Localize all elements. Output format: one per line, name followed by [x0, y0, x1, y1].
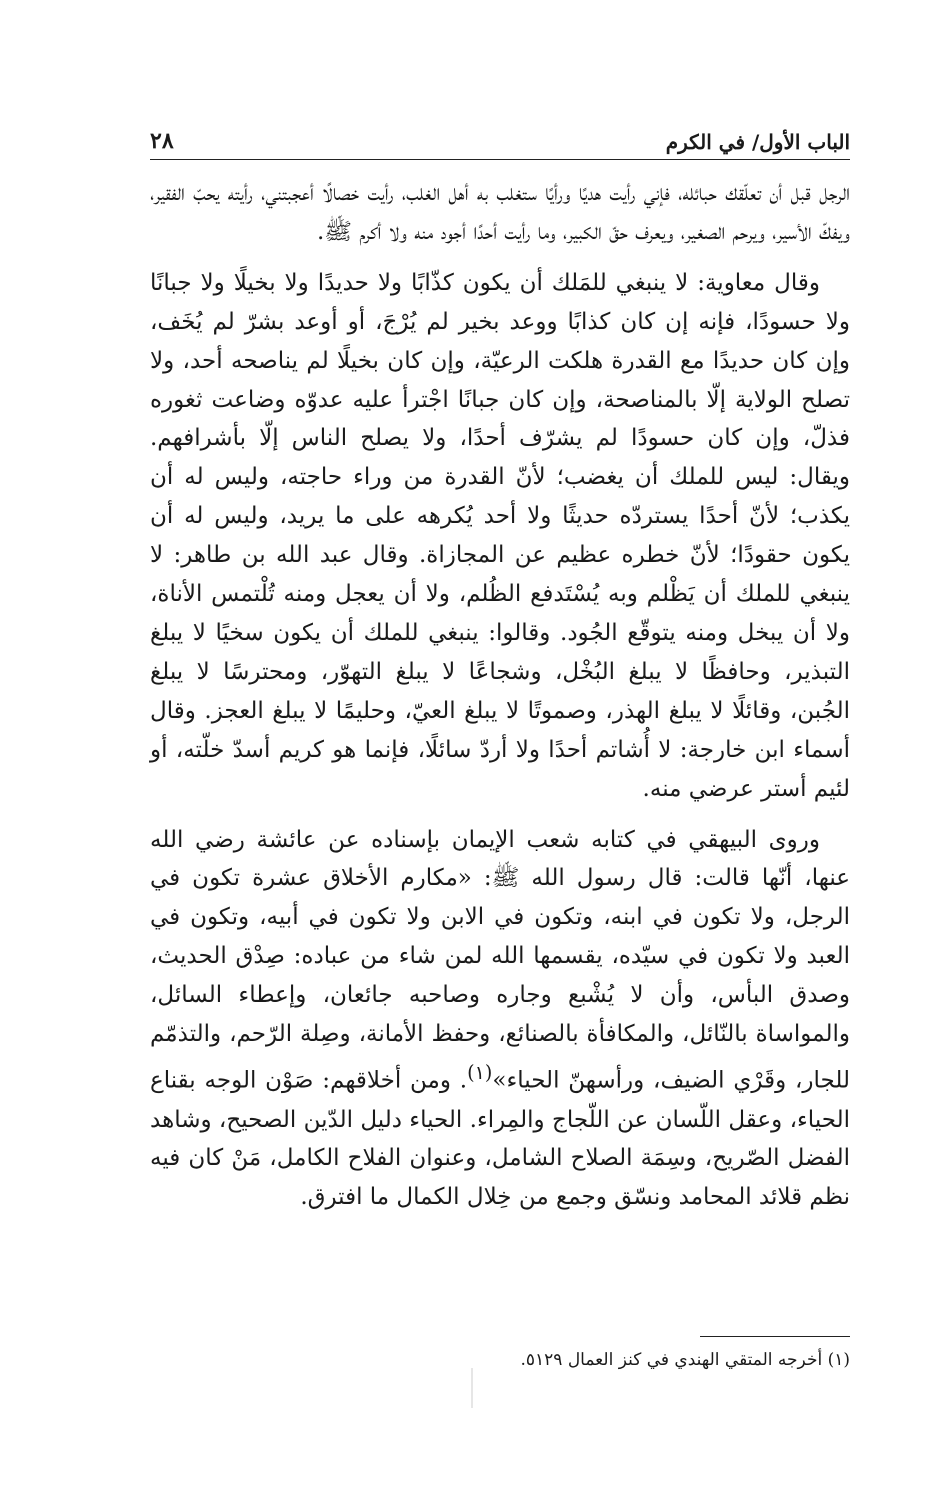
- paragraph: وقال معاوية: لا ينبغي للمَلك أن يكون كذّابًا ولا حديدًا ولا بخيلًا ولا جبانًا ولا حسودًا، فإنه إن كان كذابًا ووعد بخير لم يُرْجَ، أو أوعد بشرّ لم يُخَف، وإن كان حديدًا مع القدرة هلكت الرعيّة، وإن كان بخيلًا لم يناصحه أحد، ولا تصلح الولاية إلّا بالمناصحة، وإن كان جبانًا اجْترأ عليه عدوّه وضاعت ثغوره فذلّ، وإن كان حسودًا لم يشرّف أحدًا، ولا يصلح الناس إلّا بأشرافهم. ويقال: ليس للملك أن يغضب؛ لأنّ القدرة من وراء حاجته، وليس له أن يكذب؛ لأنّ أحدًا يستردّه حديثًا ولا أحد يُكرهه على ما يريد، وليس له أن يكون حقودًا؛ لأنّ خطره عظيم عن المجازاة. وقال عبد الله بن طاهر: لا ينبغي للملك أن يَظْلم وبه يُسْتَدفع الظُلم، ولا أن يعجل ومنه تُلْتمس الأناة، ولا أن يبخل ومنه يتوقّع الجُود. وقالوا: ينبغي للملك أن يكون سخيًا لا يبلغ التبذير، وحافظًا لا يبلغ البُخْل، وشجاعًا لا يبلغ التهوّر، ومحترسًا لا يبلغ الجُبن، وقائلًا لا يبلغ الهذر، وصموتًا لا يبلغ العيّ، وحليمًا لا يبلغ العجز. وقال أسماء ابن خارجة: لا أُشاتم أحدًا ولا أردّ سائلًا، فإنما هو كريم أسدّ خلّته، أو لئيم أستر عرضي منه.: [150, 269, 850, 802]
- paragraph: [150, 821, 850, 1218]
- chapter-title: الباب الأول/ في الكرم: [665, 130, 850, 154]
- footnote-reference: (١): [467, 1060, 493, 1084]
- paragraph-text-tail: . ومن أخلاقهم: صَوْن الوجه بقناع الحياء، وعقل اللّسان عن اللّجاج والمِراء.: [150, 1067, 851, 1133]
- paragraph-text-final: الحياء دليل الدّين الصحيح، وشاهد الفضل الصّريح، وسِمَة الصلاح الشامل، وعنوان الفلاح الكامل، مَنْ كان فيه نظم قلائد المحامد ونسّق وجمع من خِلال الكمال ما افترق.: [150, 1106, 850, 1211]
- footnote: (١) أخرجه المتقي الهندي في كنز العمال ٥١٢٩.: [520, 1350, 850, 1370]
- page-header: [150, 118, 850, 154]
- page-number: ٢٨: [150, 128, 174, 154]
- header-rule: [150, 159, 850, 160]
- paragraph-text: وروى البيهقي في كتابه شعب الإيمان بإسناده عن عائشة رضي الله عنها، أنّها قالت: قال رسول الله ﷺ: «مكارم الأخلاق عشرة تكون في الرجل، ولا تكون في ابنه، وتكون في الابن ولا تكون في أبيه، وتكون في العبد ولا تكون في سيّده، يقسمها الله لمن شاء من عباده: صِدْق الحديث، وصدق البأس، وأن لا يُشْبع وجاره وصاحبه جائعان، وإعطاء السائل، والمواساة بالنّائل، والمكافأة بالصنائع، وحفظ الأمانة، وصِلة الرّحم، والتذمّم للجار، وقَرْي الضيف، ورأسهنّ الحياء»: [150, 826, 850, 1094]
- body-text: [150, 174, 850, 1217]
- paragraph: الرجل قبل أن تعلّقك حبائله، فإني رأيت هديًا ورأيًا ستغلب به أهل الغلب، رأيت خصالًا أعجبتني، رأيته يحبّ الفقير، ويفكّ الأسير، ويرحم الصغير، ويعرف حقّ الكبير، وما رأيت أحدًا أجود منه ولا أكرم ﷺ.: [150, 180, 850, 245]
- scan-mark: [471, 1368, 473, 1408]
- footnote-rule: [700, 1336, 850, 1337]
